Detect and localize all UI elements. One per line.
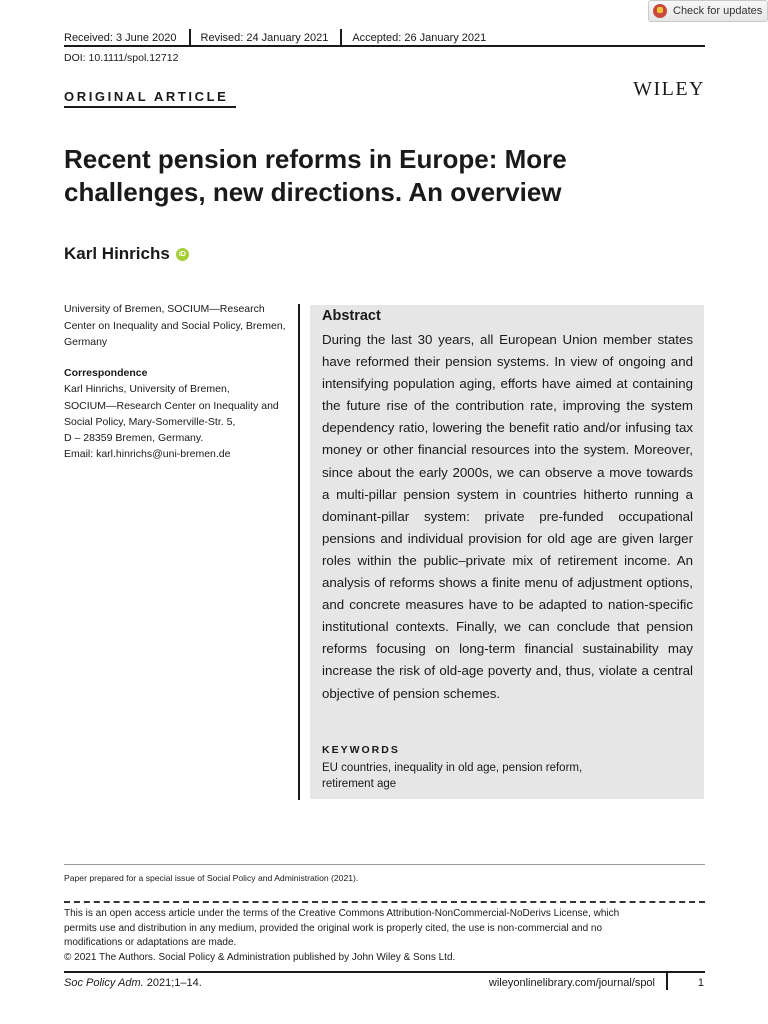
copyright-line: © 2021 The Authors. Social Policy & Administration published by John Wiley & Sons Ltd. [64,952,456,964]
journal-citation [64,977,202,989]
keywords-line: EU countries, inequality in old age, pension reform, [322,762,583,774]
journal-url[interactable]: wileyonlinelibrary.com/journal/spol [488,977,655,989]
crossmark-icon [653,4,667,18]
footer-rule [64,971,705,973]
correspondence-line: SOCIUM—Research Center on Inequality and [64,399,279,412]
citation-volume: 2021;1–14. [143,977,202,989]
author [64,244,189,264]
received-date: Received: 3 June 2020 [64,32,177,44]
column-divider [298,304,300,800]
correspondence-line: Social Policy, Mary-Somerville-Str. 5, [64,415,236,428]
check-for-updates-label: Check for updates [673,5,763,17]
article-title: Recent pension reforms in Europe: More challenges, new directions. An overview [64,144,567,207]
keywords-line: retirement age [322,777,397,790]
license-dashed-rule [64,901,705,903]
abstract-heading: Abstract [322,308,381,324]
orcid-icon[interactable]: iD [176,248,189,261]
license-line: This is an open access article under the terms of the Creative Commons Attribution-NonCommercial-NoDerivs License, which [64,908,620,919]
keywords-list [322,761,622,793]
correspondence-email[interactable]: Email: karl.hinrichs@uni-bremen.de [64,448,231,461]
author-affiliation: University of Bremen, SOCIUM—Research Center on Inequality and Social Policy, Bremen, Germany [64,303,286,348]
article-type: ORIGINAL ARTICLE [64,89,229,104]
revised-date: Revised: 24 January 2021 [200,32,329,44]
correspondence-line: Karl Hinrichs, University of Bremen, [64,383,230,396]
doi[interactable]: DOI: 10.1111/spol.12712 [64,52,179,64]
correspondence [64,365,294,463]
footnote-rule [64,864,705,865]
check-for-updates-button[interactable] [648,0,768,22]
article-type-underline [64,106,236,108]
header-rule [64,45,705,47]
correspondence-heading: Correspondence [64,367,148,379]
accepted-date: Accepted: 26 January 2021 [352,32,487,44]
abstract-text: During the last 30 years, all European Union member states have reformed their pension systems. In view of ongoing and intensifying population aging, efforts have aimed at containing the future rise of the contribution rate, improving the system dependency ratio, lowering the benefit ratio and/or infusing tax money or other financial resources into the system. Moreover, since about the early 2000s, we can observe a move towards a multi-pillar pension system in countries hitherto running a dominant-pillar system: private pre-funded occupational pensions and individual provision for old age are given larger roles within the public–private mix of retirement income. An analysis of reforms shows a finite menu of adjustment options, and concrete measures have to be adapted to nation-specific institutional contexts. Finally, we can conclude that pension reforms focusing on long-term financial sustainability may increase the risk of old-age poverty and, thus, violate a central objective of pension schemes. [322,332,693,701]
journal-name: Soc Policy Adm. [64,977,144,989]
page-number: 1 [697,977,704,989]
correspondence-line: D – 28359 Bremen, Germany. [64,432,204,445]
license-notice [64,907,684,966]
keywords-heading: KEYWORDS [322,744,400,756]
license-line: modifications or adaptations are made. [64,937,237,949]
footnote: Paper prepared for a special issue of Social Policy and Administration (2021). [64,873,359,883]
footer-separator [666,971,668,990]
license-line: permits use and distribution in any medium, provided the original work is properly cited, the use is non-commercial and no [64,922,603,934]
author-name[interactable]: Karl Hinrichs [64,244,170,263]
publisher-logo: WILEY [633,78,705,100]
